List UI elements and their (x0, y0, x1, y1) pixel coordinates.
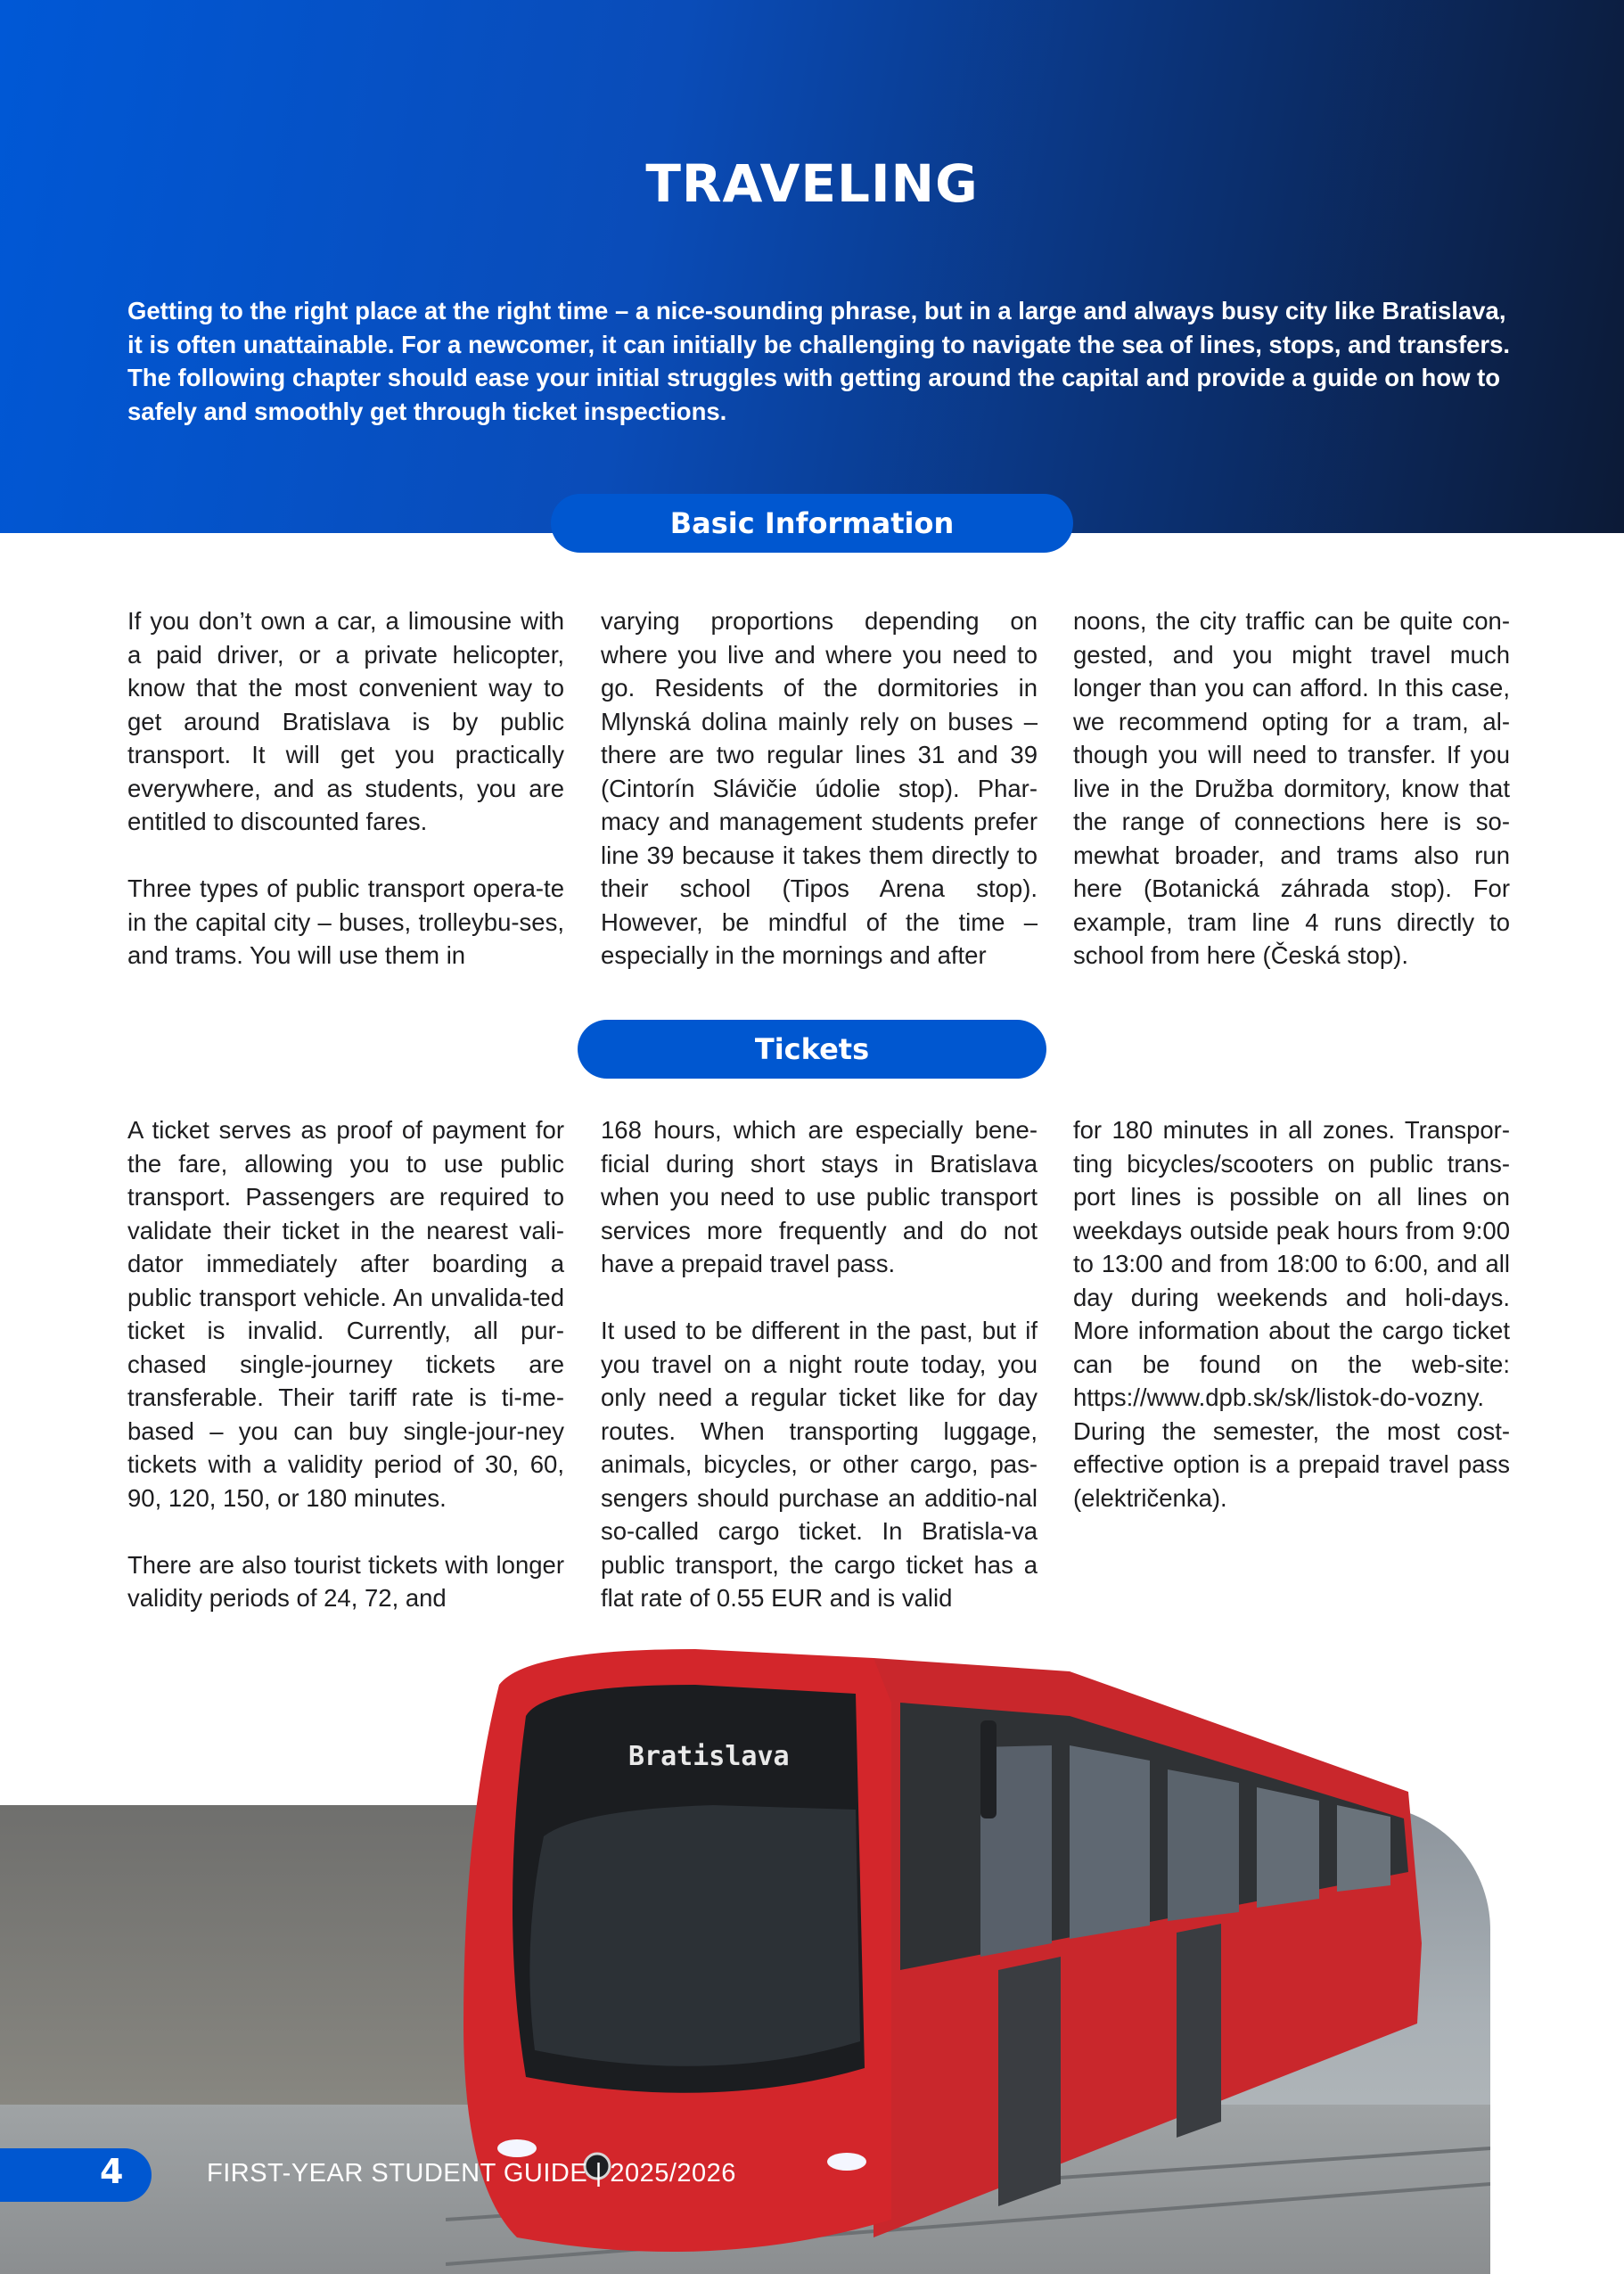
paragraph: Three types of public transport opera-te in the capital city – buses, trolleybu-ses, and trams. You will use them in (127, 874, 564, 969)
basic-info-column-3 (1073, 604, 1510, 973)
tickets-column-2 (601, 1113, 1038, 1615)
paragraph: 168 hours, which are especially bene-ficial during short stays in Bratislava when you need to use public transport services more frequently and do not have a prepaid travel pass. (601, 1116, 1038, 1277)
tickets-column-3 (1073, 1113, 1510, 1515)
destination-sign: Bratislava (628, 1741, 790, 1772)
intro-paragraph: Getting to the right place at the right time – a nice-sounding phrase, but in a large and always busy city like Bratislava, it is often unattainable. For a newcomer, it can initially be challenging to navigate the sea of lines, stops, and transfers. The following chapter should ease your initial struggles with getting around the capital and provide a guide on how to safely and smoothly get through ticket inspections. (127, 297, 1511, 425)
basic-info-column-2 (601, 604, 1038, 973)
header-banner (0, 0, 1624, 533)
basic-info-column-1 (127, 604, 564, 973)
paragraph: varying proportions depending on where you live and where you need to go. Residents of the dormitories in Mlynská dolina mainly rely on buses – there are two regular lines 31 and 39 (Cintorín Slávičie údolie stop). Phar-macy and management students prefer line 39 because it takes them directly to their school (Tipos Arena stop). However, be mindful of the time – especially in the mornings and after (601, 607, 1038, 969)
page-title: TRAVELING (645, 153, 979, 214)
tickets-column-1 (127, 1113, 564, 1615)
section-heading-tickets: Tickets (578, 1020, 1046, 1079)
page-number: 4 (100, 2152, 124, 2191)
paragraph: for 180 minutes in all zones. Transpor-ting bicycles/scooters on public trans-port lines is possible on all lines on weekdays outside peak hours from 9:00 to 13:00 and from 18:00 to 6:00, and all day during weekends and holi-days. More information about the cargo ticket can be found on the web-site: https://www.dpb.sk/sk/listok-do-vozny. During the semester, the most cost-effective option is a prepaid travel pass (električenka). (1073, 1116, 1510, 1512)
footer-label: FIRST-YEAR STUDENT GUIDE | 2025/2026 (207, 2159, 736, 2188)
paragraph: There are also tourist tickets with longer validity periods of 24, 72, and (127, 1550, 564, 1612)
page-number-badge (0, 2148, 152, 2202)
paragraph: A ticket serves as proof of payment for the fare, allowing you to use public transport. Passengers are required to validate their ticket in the nearest vali-dator immediately after boarding a public transport vehicle. An unvalida-ted ticket is invalid. Currently, all pur-chased single-journey tickets are transferable. Their tariff rate is ti-me-based – you can buy single-jour-ney tickets with a validity period of 30, 60, 90, 120, 150, or 180 minutes. (127, 1116, 564, 1512)
paragraph: noons, the city traffic can be quite con-gested, and you might travel much longer than you can afford. In this case, we recommend opting for a tram, al-though you will need to transfer. If you live in the Družba dormitory, know that the range of connections here is so-mewhat broader, and trams also run here (Botanická záhrada stop). For example, tram line 4 runs directly to school from here (Česká stop). (1073, 607, 1510, 969)
paragraph: It used to be different in the past, but if you travel on a night route today, you only need a regular ticket like for day routes. When transporting luggage, animals, bicycles, or other cargo, pas-sengers should purchase an additio-nal so-called cargo ticket. In Bratisla-va public transport, the cargo ticket has a flat rate of 0.55 EUR and is valid (601, 1317, 1038, 1612)
section-heading-basic-information: Basic Information (551, 494, 1073, 553)
paragraph: If you don’t own a car, a limousine with a paid driver, or a private helicopter, know that the most convenient way to get around Bratislava is by public transport. It will get you practically everywhere, and as students, you are entitled to discounted fares. (127, 607, 564, 835)
